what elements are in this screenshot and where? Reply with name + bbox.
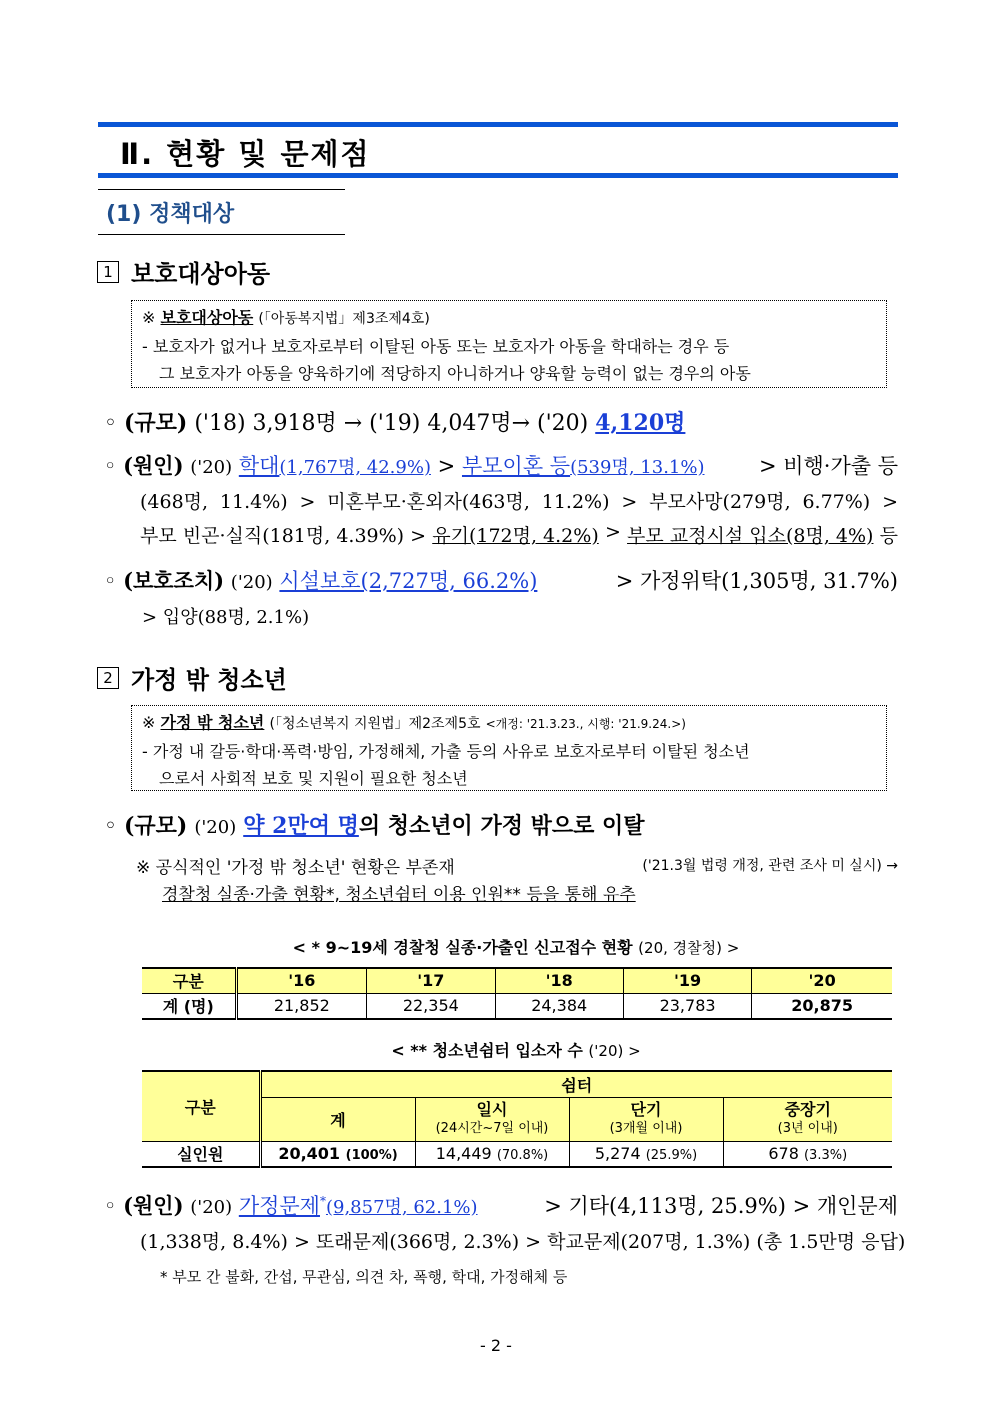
definition-line: 그 보호자가 아동을 양육하기에 적당하지 아니하거나 양육할 능력이 없는 경우의 아동 [159, 364, 751, 383]
bullet: ◦ [104, 569, 117, 593]
table-cell: 21,852 [236, 993, 367, 1019]
part1-definition-box [131, 300, 887, 388]
part1-cause-line1: ◦ (원인) ('20) 학대(1,767명, 42.9%) > 부모이혼 등(539명, 13.1%) > 비행·가출 등 [104, 450, 898, 480]
part2-number: 2 [97, 667, 119, 689]
cause-divorce-value: (539명, 13.1%) [570, 457, 705, 478]
shelter-table [142, 1070, 892, 1168]
definition-line: 으로서 사회적 보호 및 지원이 필요한 청소년 [159, 769, 468, 788]
header-bar-bottom [98, 173, 898, 178]
table1-caption-small: (20, 경찰청) > [638, 939, 740, 957]
note-text: ※ 공식적인 '가정 밖 청소년' 현황은 부존재 [136, 858, 455, 878]
cause-label: (원인) [123, 1193, 184, 1218]
part2-note-line1 [136, 853, 898, 878]
protect-label: (보호조치) [123, 568, 225, 593]
cause-family-value: (9,857명, 62.1%) [325, 1197, 478, 1218]
cause-abandon: 유기(172명, 4.2%) [432, 525, 599, 547]
table-cell: 14,449 (70.8%) [415, 1141, 569, 1167]
scale-trend: ('18) 3,918명 → ('19) 4,047명→ ('20) [194, 411, 589, 436]
cause-abuse-value: (1,767명, 42.9%) [279, 457, 431, 478]
cause-poverty: 부모 빈곤·실직(181명, 4.39%) > [140, 525, 427, 547]
definition-line: - 가정 내 갈등·학대·폭력·방임, 가정해체, 가출 등의 사유로 보호자로부터 이탈된 청소년 [142, 742, 750, 761]
ref-mark: ※ [142, 713, 156, 732]
part1-cause-line2: (468명, 11.4%) > 미혼부모·혼외자(463명, 11.2%) > 부모사망(279명, 6.77%) > [140, 491, 898, 513]
definition-source: (「청소년복지 지원법」제2조제5호 [269, 716, 481, 732]
table-header: '18 [495, 968, 623, 993]
part2-note-line2: 경찰청 실종·가출 현황*, 청소년쉼터 이용 인원** 등을 통해 유추 [162, 885, 636, 905]
table-header: 구분 [142, 968, 236, 993]
scale-year: ('20) [194, 817, 237, 838]
cause-family: 가정문제 [238, 1194, 320, 1218]
table-header: '19 [623, 968, 751, 993]
scale-text: 의 청소년이 가정 밖으로 이탈 [358, 813, 645, 839]
table2-caption: < ** 청소년쉼터 입소자 수 ('20) > [391, 1041, 641, 1060]
protect-facility: 시설보호(2,727명, 66.2%) [279, 569, 538, 593]
part1-cause-line3: 부모 빈곤·실직(181명, 4.39%) > 유기(172명, 4.2%) > 부모 교정시설 입소(8명, 4%) 등 [140, 521, 898, 547]
part2-definition-box [131, 705, 887, 791]
section-tag [98, 189, 345, 235]
scale-label: (규모) [123, 410, 188, 436]
table-cell: 20,875 [752, 993, 892, 1019]
table-header: 일시 (24시간~7일 이내) [415, 1097, 569, 1141]
cause-abuse: 학대 [238, 454, 280, 478]
part1-scale [104, 406, 685, 437]
cause-year: ('20) [190, 457, 233, 478]
table-header: '17 [367, 968, 495, 993]
part1-protection-line1 [104, 565, 898, 595]
part1-heading [97, 254, 270, 289]
bullet: ◦ [104, 814, 117, 839]
part2-heading [97, 660, 287, 695]
table-header: 계 [260, 1097, 415, 1141]
cause-year: ('20) [190, 1197, 233, 1218]
part2-scale [104, 809, 645, 840]
part2-cause-line2: (1,338명, 8.4%) > 또래문제(366명, 2.3%) > 학교문제(207명, 1.3%) (총 1.5만명 응답) [140, 1231, 906, 1253]
scale-highlight: 약 2만여 명 [243, 813, 359, 839]
table2-caption-small: ('20) > [588, 1042, 641, 1060]
protect-foster: > 가정위탁(1,305명, 31.7%) [615, 569, 898, 593]
table-header: 구분 [142, 1071, 260, 1141]
table-cell: 678 (3.3%) [723, 1141, 892, 1167]
table-header: 중장기 (3년 이내) [723, 1097, 892, 1141]
chapter-title: Ⅱ. 현황 및 문제점 [120, 137, 371, 171]
table-cell: 5,274 (25.9%) [569, 1141, 723, 1167]
protect-year: ('20) [230, 572, 273, 593]
note-small: ('21.3월 법령 개정, 관련 조사 미 실시) → [642, 858, 898, 874]
definition-source: (「아동복지법」제3조제4호) [258, 311, 430, 327]
table-header: '16 [236, 968, 367, 993]
table-header: '20 [752, 968, 892, 993]
cause-divorce: 부모이혼 등 [461, 454, 571, 478]
table1-caption: < * 9~19세 경찰청 실종·가출인 신고접수 현황 (20, 경찰청) > [292, 938, 740, 957]
part1-number: 1 [97, 261, 119, 283]
header-bar-top [98, 122, 898, 127]
part2-cause-line1: ◦ (원인) ('20) 가정문제*(9,857명, 62.1%) > 기타(4,113명, 25.9%) > 개인문제 [104, 1190, 898, 1220]
table-header: 쉼터 [260, 1071, 892, 1097]
section-title: (1) 정책대상 [106, 202, 235, 227]
definition-term: 가정 밖 청소년 [160, 713, 265, 732]
cause-label: (원인) [123, 453, 184, 478]
row-label: 계 (명) [142, 993, 236, 1019]
scale-highlight: 4,120명 [595, 410, 686, 436]
footnote: * 부모 간 불화, 간섭, 무관심, 의견 차, 폭행, 학대, 가정해체 등 [160, 1268, 568, 1286]
ref-mark: ※ [142, 308, 156, 327]
table-cell: 23,783 [623, 993, 751, 1019]
cause-correction: 부모 교정시설 입소(8명, 4%) [627, 525, 874, 547]
table-cell: 22,354 [367, 993, 495, 1019]
missing-report-table [142, 967, 892, 1020]
bullet: ◦ [104, 1194, 117, 1218]
cause-delinquency: > 비행·가출 등 [758, 454, 898, 478]
part2-title: 가정 밖 청소년 [131, 666, 287, 694]
definition-term: 보호대상아동 [160, 308, 254, 327]
table-cell: 20,401 (100%) [260, 1141, 415, 1167]
row-label: 실인원 [142, 1141, 260, 1167]
definition-note: <개정: '21.3.23., 시행: '21.9.24.>) [485, 717, 686, 731]
part1-title: 보호대상아동 [131, 260, 271, 288]
table-cell: 24,384 [495, 993, 623, 1019]
bullet: ◦ [104, 411, 117, 436]
definition-line: - 보호자가 없거나 보호자로부터 이탈된 아동 또는 보호자가 아동을 학대하는 경우 등 [142, 337, 730, 356]
table-header: 단기 (3개월 이내) [569, 1097, 723, 1141]
cause-others: > 기타(4,113명, 25.9%) > 개인문제 [544, 1194, 898, 1218]
part1-protection-line2: > 입양(88명, 2.1%) [142, 607, 310, 628]
bullet: ◦ [104, 454, 117, 478]
scale-label: (규모) [123, 813, 188, 839]
chapter-header [98, 122, 898, 178]
page-number: - 2 - [480, 1336, 512, 1355]
